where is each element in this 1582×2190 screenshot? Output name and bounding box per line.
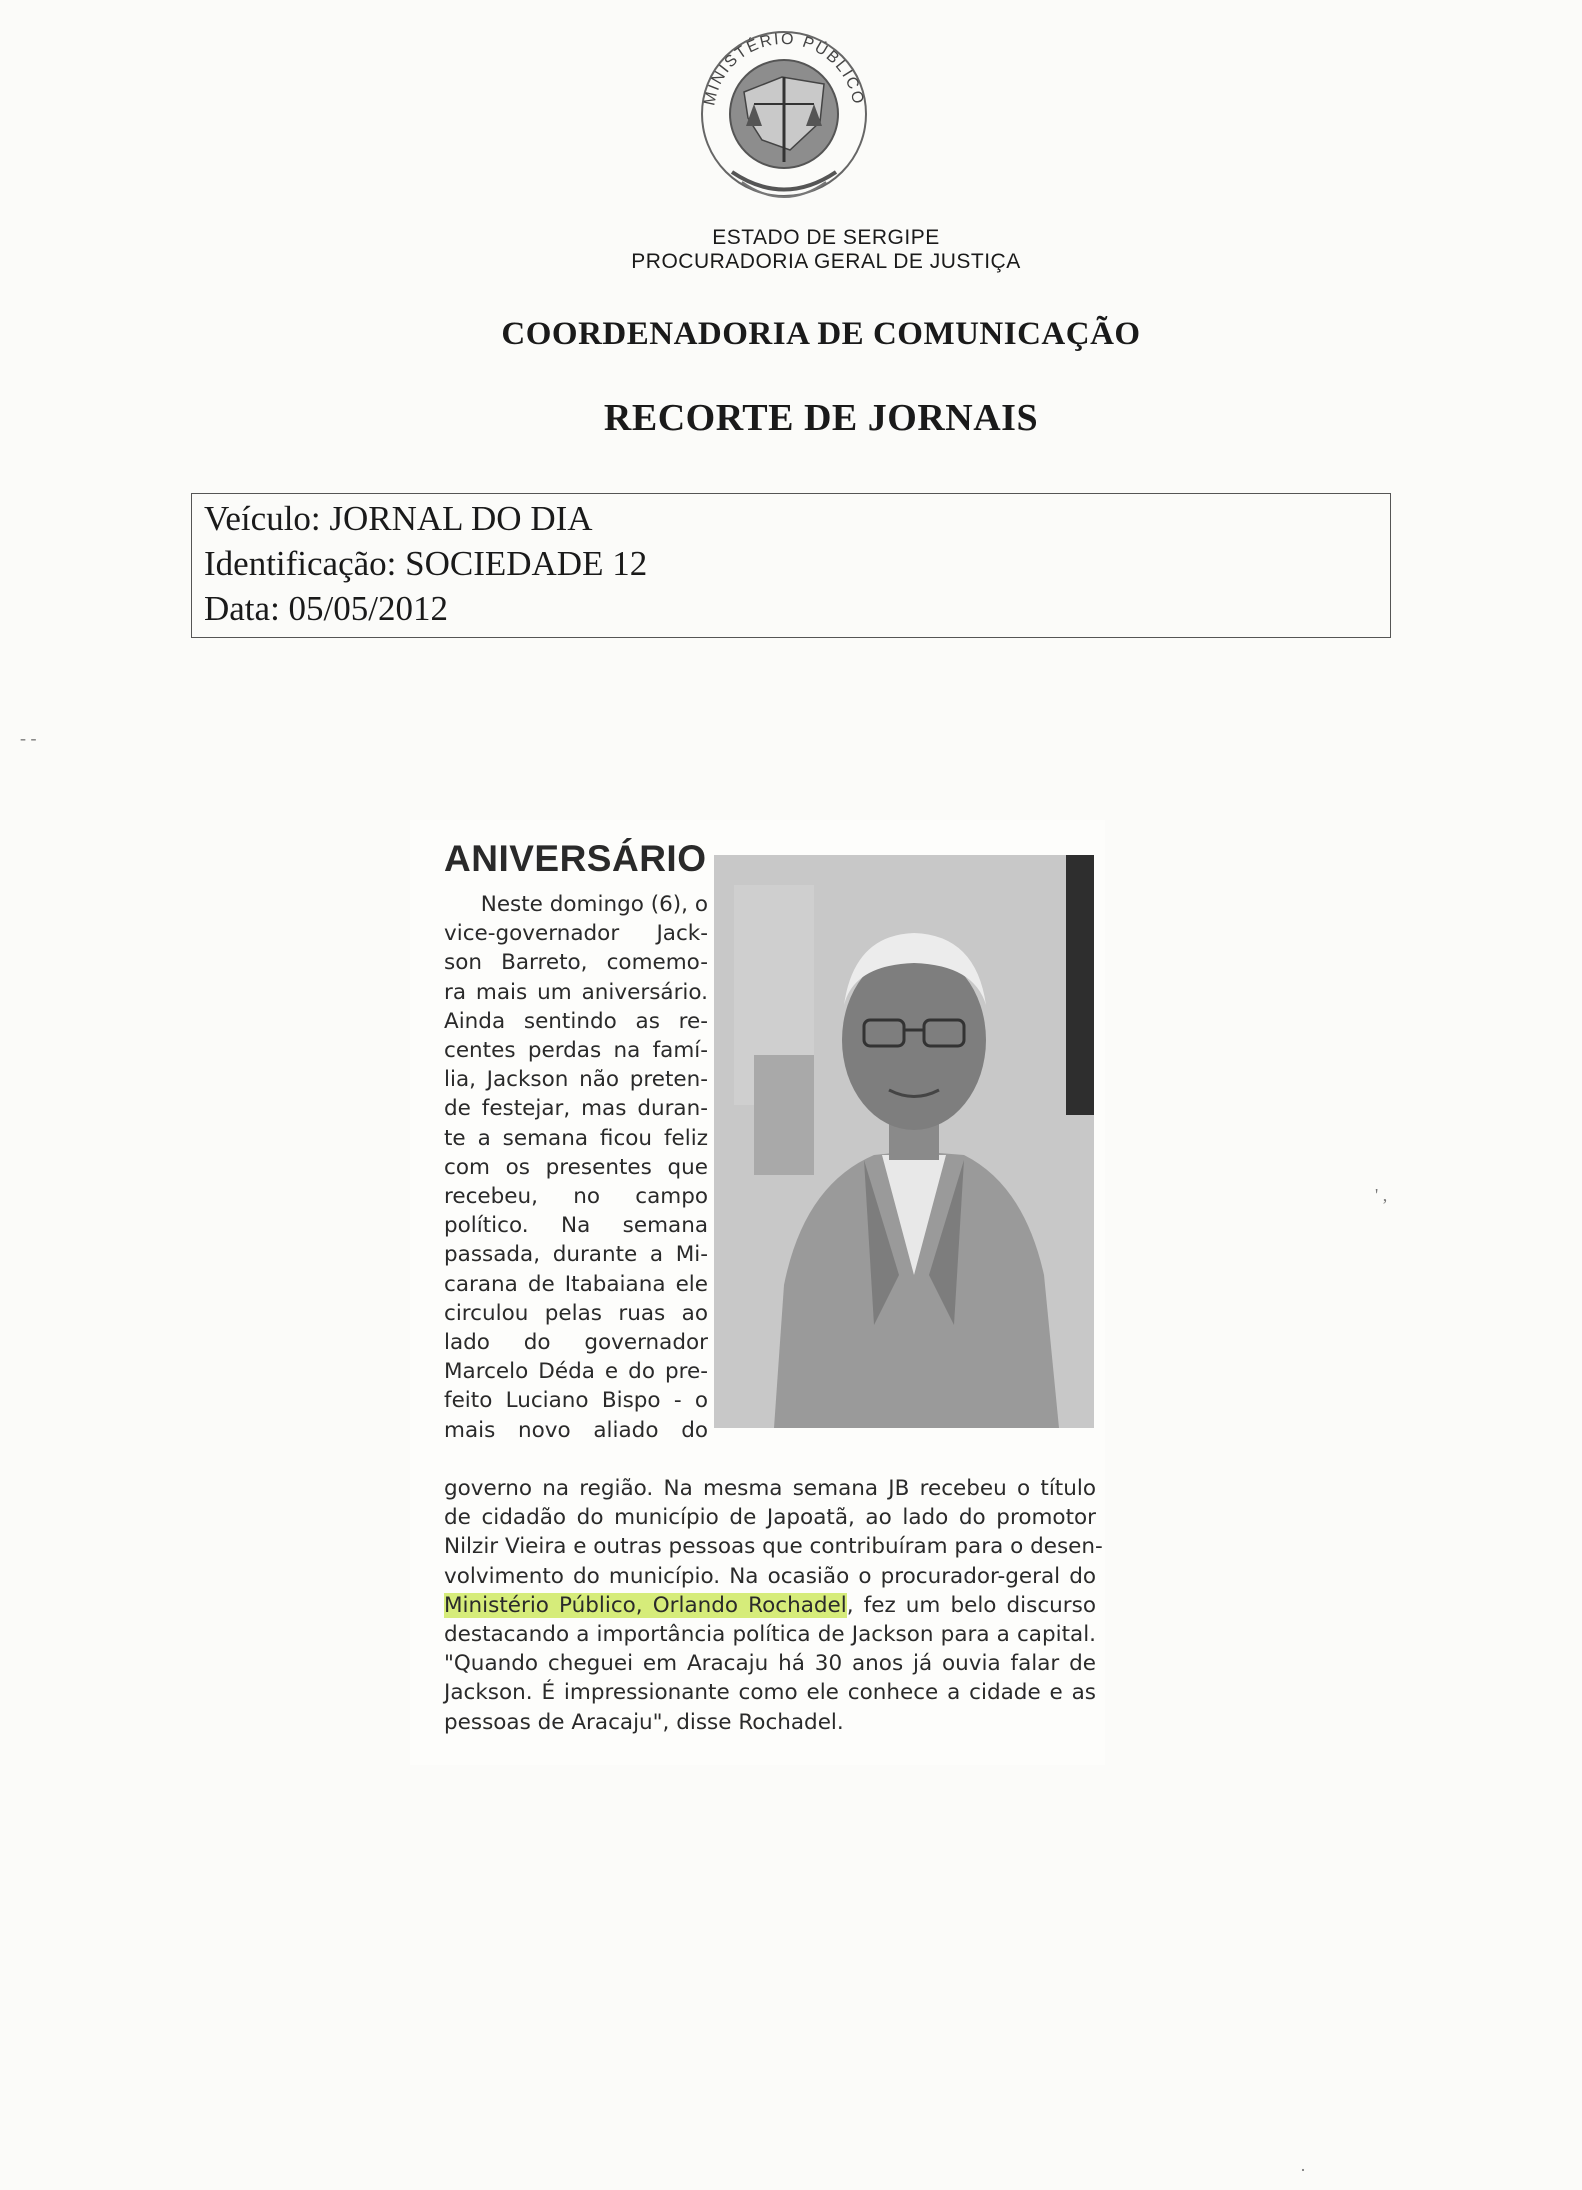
article-line: ra mais um aniversário. <box>444 979 708 1005</box>
date-field: Data: 05/05/2012 <box>204 589 448 628</box>
article-line: de cidadão do município de Japoatã, ao lado do promotor <box>444 1505 1096 1531</box>
article-line: centes perdas na famí- <box>444 1038 708 1064</box>
article-line: recebeu, no campo <box>444 1184 708 1210</box>
article-line: Jackson. É impressionante como ele conhece a cidade e as <box>444 1680 1096 1706</box>
vehicle-field: Veículo: JORNAL DO DIA <box>204 499 593 538</box>
article-column-text <box>444 890 708 1445</box>
article-headline: ANIVERSÁRIO <box>444 838 707 879</box>
article-line: carana de Itabaiana ele <box>444 1271 708 1297</box>
article-line: com os presentes que <box>444 1154 708 1180</box>
article-line: circulou pelas ruas ao <box>444 1300 708 1326</box>
scan-speck: · <box>1300 2160 1306 2180</box>
scan-speck: - - <box>20 728 37 748</box>
highlighted-name: Ministério Público, Orlando Rochadel <box>444 1592 847 1618</box>
org-procuradoria: PROCURADORIA GERAL DE JUSTIÇA <box>631 250 1021 273</box>
article-line: vice-governador Jack- <box>444 921 708 947</box>
article-line: "Quando cheguei em Aracaju há 30 anos já ouvia falar de <box>444 1651 1096 1677</box>
page-title: RECORTE DE JORNAIS <box>603 397 1039 439</box>
article-line-highlighted <box>444 1591 1096 1620</box>
article-line: son Barreto, comemo- <box>444 950 708 976</box>
article-line: Ainda sentindo as re- <box>444 1008 708 1034</box>
ministerio-publico-seal <box>692 22 876 216</box>
article-line: destacando a importância política de Jackson para a capital. <box>444 1622 1096 1648</box>
article-line: lado do governador <box>444 1330 708 1356</box>
org-state: ESTADO DE SERGIPE <box>712 226 940 249</box>
article-line: governo na região. Na mesma semana JB recebeu o título <box>444 1476 1096 1501</box>
article-line: lia, Jackson não preten- <box>444 1067 708 1093</box>
article-line: pessoas de Aracaju", disse Rochadel. <box>444 1709 844 1735</box>
article-line: político. Na semana <box>444 1213 708 1239</box>
article-photo <box>714 855 1094 1428</box>
clipping-info-box <box>191 493 1391 638</box>
article-body-text <box>444 1474 1103 1737</box>
article-line: Nilzir Vieira e outras pessoas que contribuíram para o desen- <box>444 1534 1103 1560</box>
article-line: passada, durante a Mi- <box>444 1242 708 1268</box>
article-line: Neste domingo (6), o <box>480 892 708 917</box>
article-line: volvimento do município. Na ocasião o procurador-geral do <box>444 1563 1096 1589</box>
identification-field: Identificação: SOCIEDADE 12 <box>204 544 648 583</box>
seal-text: MINISTÉRIO PÚBLICO <box>701 30 867 108</box>
department-title: COORDENADORIA DE COMUNICAÇÃO <box>501 316 1141 352</box>
article-line-rest: , fez um belo discurso <box>846 1592 1096 1618</box>
article-line: Marcelo Déda e do pre- <box>444 1359 708 1385</box>
article-line: de festejar, mas duran- <box>444 1096 708 1122</box>
article-line: te a semana ficou feliz <box>444 1125 708 1151</box>
article-line: feito Luciano Bispo - o <box>444 1388 708 1414</box>
scan-speck: ' , <box>1375 1185 1388 1205</box>
article-line: mais novo aliado do <box>444 1417 708 1443</box>
